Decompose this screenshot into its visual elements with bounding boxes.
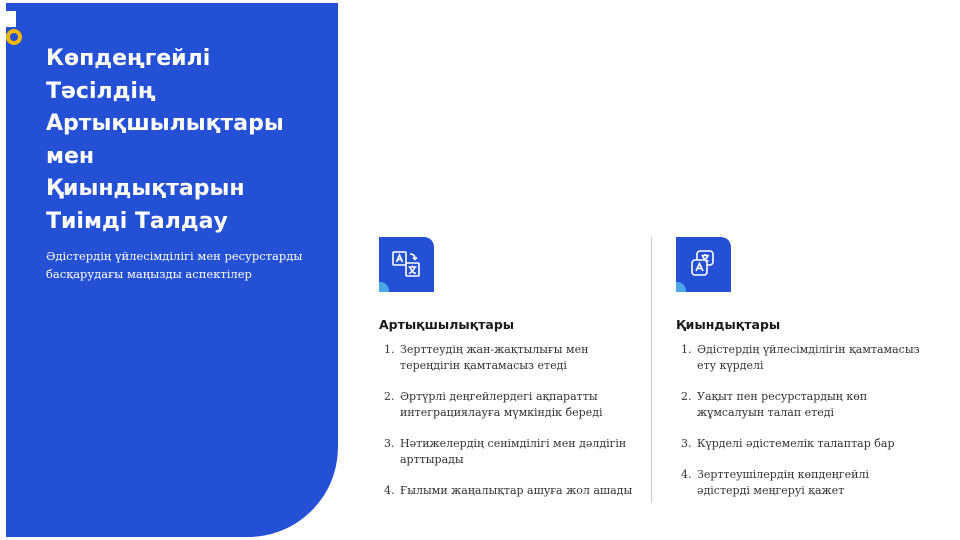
item-number: 3. bbox=[384, 437, 395, 450]
translate-icon bbox=[687, 248, 719, 280]
list-item bbox=[384, 342, 632, 374]
tile-corner-accent bbox=[676, 282, 686, 292]
item-text: ету күрделі bbox=[697, 359, 764, 372]
item-number: 4. bbox=[384, 484, 395, 497]
list-item bbox=[384, 436, 632, 468]
item-number: 4. bbox=[681, 468, 692, 481]
item-text: Зерттеушілердің көпдеңгейлі bbox=[697, 468, 869, 481]
challenges-icon-tile bbox=[676, 237, 731, 292]
item-text: Уақыт пен ресурстардың көп bbox=[697, 390, 868, 403]
item-text: Нәтижелердің сенімділігі мен дәлдігін bbox=[400, 437, 627, 450]
challenges-heading: Қиындықтары bbox=[676, 317, 781, 332]
item-text: Зерттеудің жан-жақтылығы мен bbox=[400, 343, 589, 356]
list-item bbox=[681, 342, 920, 374]
item-text: тереңдігін қамтамасыз етеді bbox=[400, 359, 567, 372]
challenges-list bbox=[681, 342, 920, 514]
list-item bbox=[681, 467, 920, 499]
advantages-icon-tile bbox=[379, 237, 434, 292]
title-line: Қиындықтарын bbox=[46, 176, 245, 201]
item-text: арттырады bbox=[400, 453, 464, 466]
title-line: мен bbox=[46, 143, 95, 169]
item-number: 3. bbox=[681, 437, 692, 450]
list-item bbox=[681, 436, 920, 452]
tile-corner-accent bbox=[379, 282, 389, 292]
column-divider bbox=[651, 237, 652, 503]
item-number: 2. bbox=[384, 390, 395, 403]
page-subtitle bbox=[46, 247, 331, 283]
title-line: Көпдеңгейлі bbox=[46, 46, 211, 71]
title-line: Тәсілдің bbox=[46, 78, 156, 104]
item-text: Әдістердің үйлесімділігін қамтамасыз bbox=[697, 343, 920, 356]
title-line: Артықшылықтары bbox=[46, 111, 284, 136]
translate-icon bbox=[390, 248, 422, 280]
item-number: 1. bbox=[384, 343, 395, 356]
item-text: жұмсалуын талап етеді bbox=[697, 406, 835, 419]
page-title bbox=[46, 43, 326, 238]
item-text: Күрделі әдістемелік талаптар бар bbox=[697, 437, 895, 450]
item-text: Әртүрлі деңгейлердегі ақпаратты bbox=[400, 390, 598, 403]
title-panel bbox=[6, 3, 338, 537]
list-item bbox=[681, 389, 920, 421]
list-item bbox=[384, 483, 632, 499]
advantages-list bbox=[384, 342, 632, 514]
list-item bbox=[384, 389, 632, 421]
item-text: интеграциялауға мүмкіндік береді bbox=[400, 406, 603, 419]
item-text: әдістерді меңгеруі қажет bbox=[697, 484, 845, 497]
title-line: Тиімді Талдау bbox=[46, 208, 228, 234]
subtitle-line: Әдістердің үйлесімділігі мен ресурстарды bbox=[46, 249, 303, 263]
logo-icon bbox=[6, 11, 32, 51]
item-text: Ғылыми жаңалықтар ашуға жол ашады bbox=[400, 484, 633, 497]
subtitle-line: басқарудағы маңызды аспектілер bbox=[46, 267, 252, 281]
item-number: 2. bbox=[681, 390, 692, 403]
item-number: 1. bbox=[681, 343, 692, 356]
advantages-heading: Артықшылықтары bbox=[379, 317, 515, 332]
